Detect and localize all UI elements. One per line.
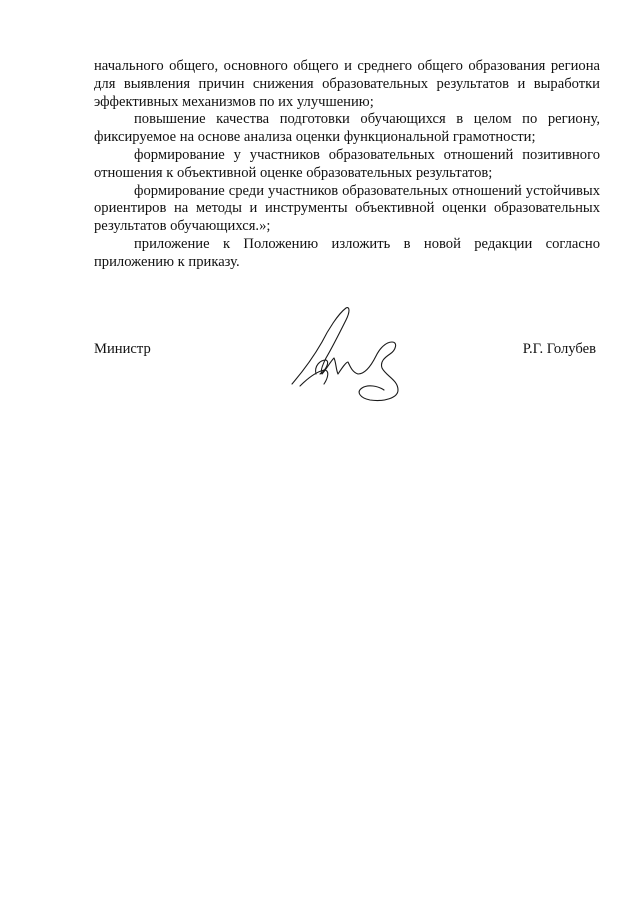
paragraph-3: формирование у участников образовательных отношений позитивного отношения к объективной оценке образовательных результатов; [94, 146, 600, 181]
signatory-title: Министр [94, 341, 151, 357]
paragraph-4: формирование среди участников образовательных отношений устойчивых ориентиров на методы и инструменты объективной оценки образовательных результатов обучающихся.»; [94, 182, 600, 235]
paragraph-2: повышение качества подготовки обучающихся в целом по региону, фиксируемое на основе анализа оценки функциональной грамотности; [94, 111, 600, 146]
document-body [94, 58, 600, 272]
signatory-name: Р.Г. Голубев [522, 341, 596, 357]
paragraph-1: начального общего, основного общего и среднего общего образования региона для выявления причин снижения образовательных результатов и выработки эффективных механизмов по их улучшению; [94, 58, 600, 110]
paragraph-5: приложение к Положению изложить в новой редакции согласно приложению к приказу. [94, 235, 600, 270]
handwritten-signature [286, 300, 416, 405]
